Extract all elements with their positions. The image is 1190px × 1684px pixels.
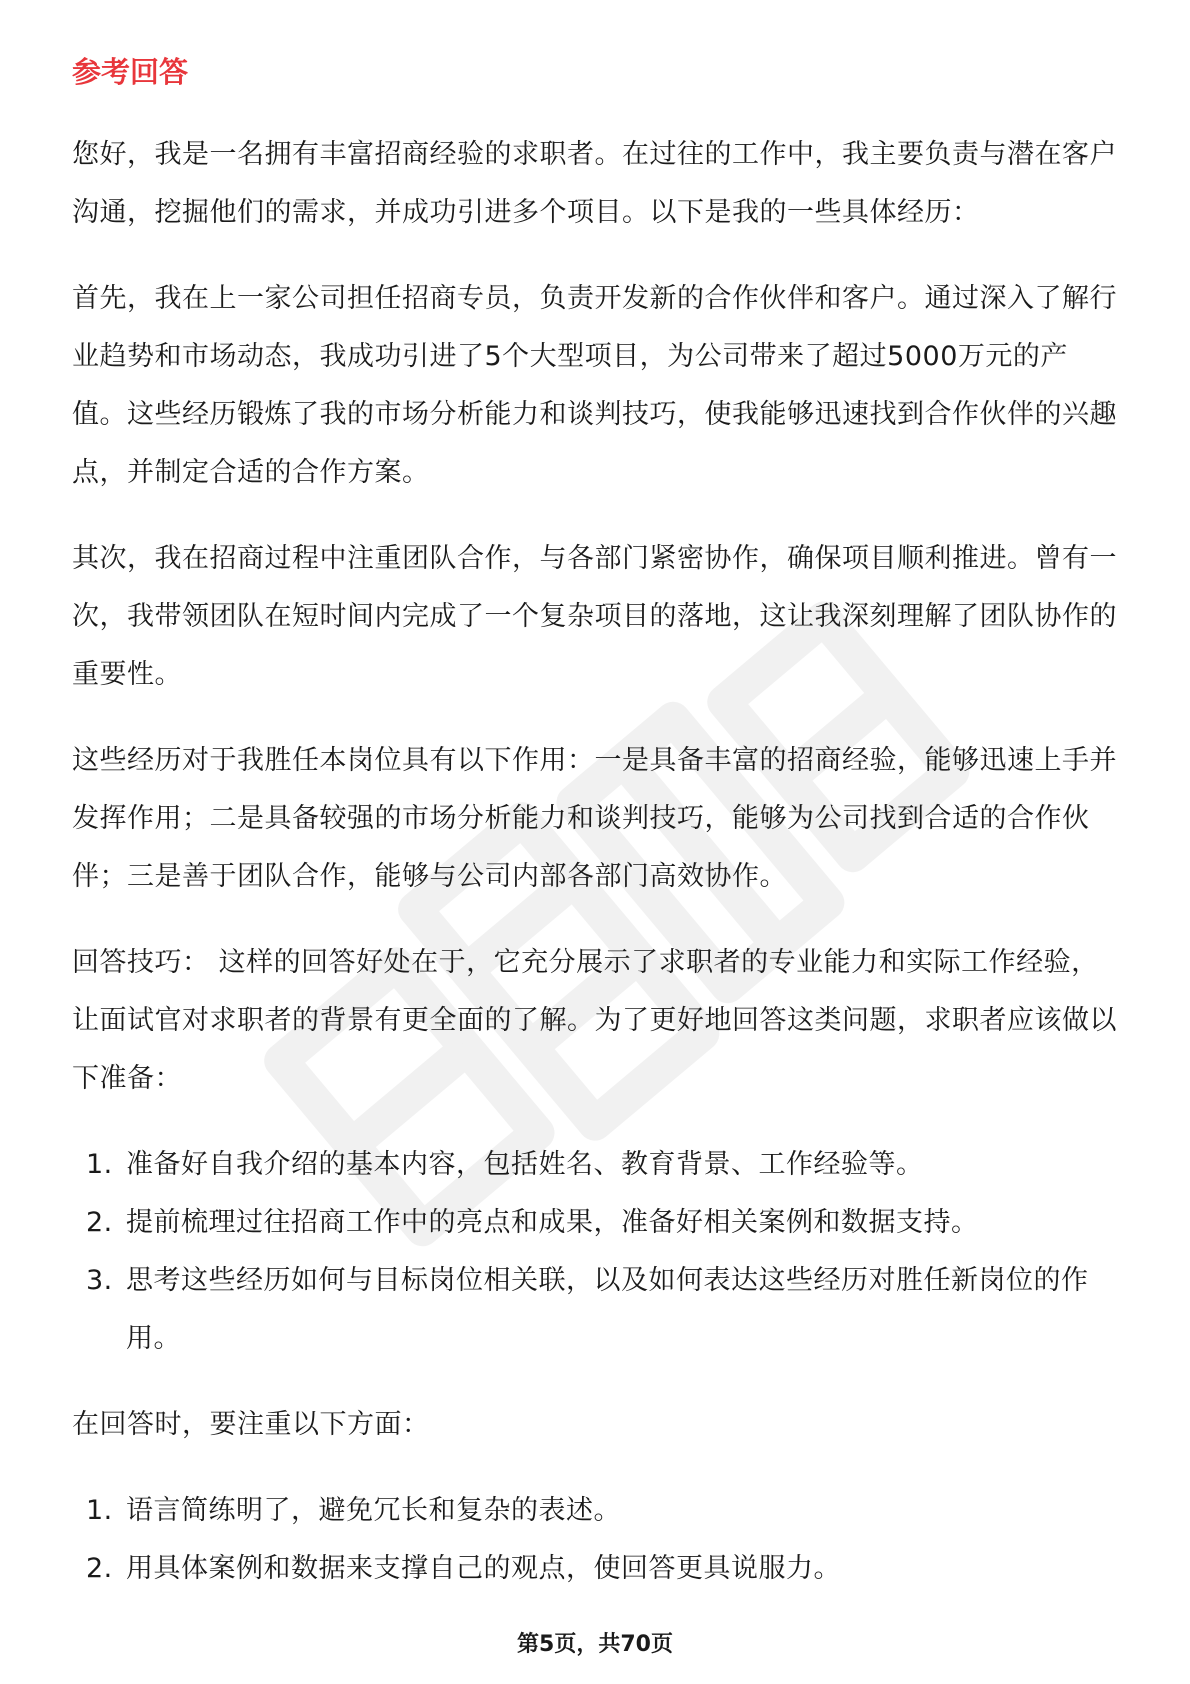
list-item-number: 2. [86, 1207, 113, 1238]
experience-paragraph-first: 首先，我在上一家公司担任招商专员，负责开发新的合作伙伴和客户。通过深入了解行业趋势和市场动态，我成功引进了5个大型项目，为公司带来了超过5000万元的产值。这些经历锻炼了我的市场分析能力和谈判技巧，使我能够迅速找到合作伙伴的兴趣点，并制定合适的合作方案。 [72, 283, 1117, 488]
list-item-text: 语言简练明了，避免冗长和复杂的表述。 [126, 1495, 621, 1526]
list-item [72, 1194, 1117, 1252]
list-item-text: 用具体案例和数据来支撑自己的观点，使回答更具说服力。 [126, 1553, 841, 1584]
list-item [72, 1540, 1117, 1598]
preparation-list [72, 1136, 1117, 1368]
list-item-number: 2. [86, 1553, 113, 1584]
document-body [72, 48, 1117, 1626]
attention-paragraph: 在回答时，要注重以下方面： [72, 1409, 430, 1440]
list-item-number: 1. [86, 1149, 113, 1180]
list-item-text: 提前梳理过往招商工作中的亮点和成果，准备好相关案例和数据支持。 [126, 1207, 979, 1238]
experience-paragraph-second: 其次，我在招商过程中注重团队合作，与各部门紧密协作，确保项目顺利推进。曾有一次，我带领团队在短时间内完成了一个复杂项目的落地，这让我深刻理解了团队协作的重要性。 [72, 543, 1117, 690]
attention-list [72, 1482, 1117, 1598]
list-item [72, 1482, 1117, 1540]
section-heading: 参考回答 [72, 55, 189, 89]
list-item [72, 1252, 1117, 1368]
tips-paragraph: 回答技巧： 这样的回答好处在于，它充分展示了求职者的专业能力和实际工作经验，让面试官对求职者的背景有更全面的了解。为了更好地回答这类问题，求职者应该做以下准备： [72, 947, 1117, 1094]
intro-paragraph: 您好，我是一名拥有丰富招商经验的求职者。在过往的工作中，我主要负责与潜在客户沟通，挖掘他们的需求，并成功引进多个项目。以下是我的一些具体经历： [72, 139, 1117, 228]
list-item-text: 准备好自我介绍的基本内容，包括姓名、教育背景、工作经验等。 [126, 1149, 924, 1180]
list-item-number: 3. [86, 1265, 113, 1296]
list-item [72, 1136, 1117, 1194]
page-number: 第5页，共70页 [517, 1632, 673, 1657]
list-item-text: 思考这些经历如何与目标岗位相关联，以及如何表达这些经历对胜任新岗位的作用。 [126, 1265, 1089, 1354]
list-item-number: 1. [86, 1495, 113, 1526]
effect-paragraph: 这些经历对于我胜任本岗位具有以下作用：一是具备丰富的招商经验，能够迅速上手并发挥作用；二是具备较强的市场分析能力和谈判技巧，能够为公司找到合适的合作伙伴；三是善于团队合作，能够与公司内部各部门高效协作。 [72, 745, 1117, 892]
